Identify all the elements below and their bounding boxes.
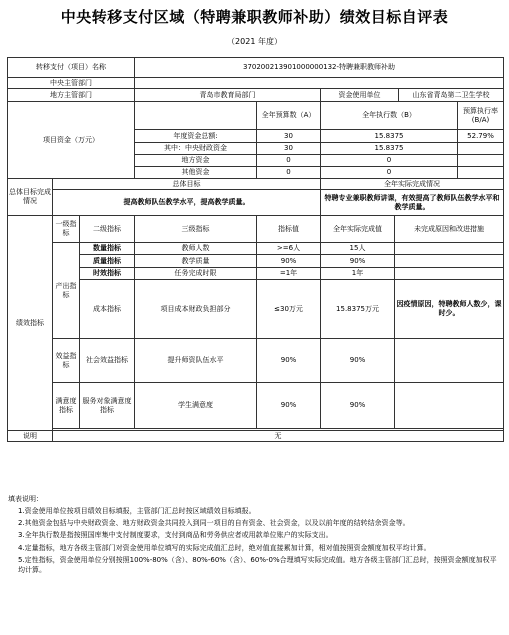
report-year: （2021 年度） (227, 37, 282, 46)
note-item: 1.资金使用单位按项目绩效目标填报，主管部门汇总时按区域绩效目标填报。 (18, 507, 256, 516)
indicator-actual: 90% (321, 339, 395, 383)
indicator-header-actual: 全年实际完成值 (321, 216, 395, 243)
project-name-value: 370200213901000000132-特聘兼职教师补助 (135, 58, 504, 78)
funds-budget-header: 全年预算数（A） (257, 102, 321, 130)
goals-row-label: 总体目标完成情况 (8, 179, 53, 216)
indicator-level2: 服务对象满意度指标 (80, 383, 135, 429)
note-item: 3.全年执行数是指按照国库集中支付制度要求，支付到商品和劳务供应者或用款单位账户的实际支出。 (18, 531, 333, 540)
central-dept-label: 中央主管部门 (8, 78, 135, 89)
indicator-level2: 质量指标 (80, 255, 135, 268)
indicator-level3: 教学质量 (135, 255, 257, 268)
indicator-reason (395, 383, 504, 429)
indicator-level3: 教师人数 (135, 243, 257, 255)
overall-goal-text: 提高教师队伍教学水平，提高教学质量。 (53, 190, 321, 216)
indicator-level3: 项目成本财政负担部分 (135, 280, 257, 339)
central-dept-value (135, 78, 504, 89)
evaluation-table (7, 57, 504, 442)
funds-row-exec: 0 (321, 155, 458, 167)
page-title: 中央转移支付区域（特聘兼职教师补助）绩效目标自评表 (60, 8, 449, 26)
satisfaction-indicator-label: 满意度指标 (53, 383, 80, 429)
benefit-indicator-label: 效益指标 (53, 339, 80, 383)
indicator-actual: 90% (321, 255, 395, 268)
indicator-target: >=6人 (257, 243, 321, 255)
funds-row-rate (458, 143, 504, 155)
completion-text: 特聘专业兼职教师讲课，有效提高了教师队伍教学水平和教学质量。 (321, 190, 504, 216)
overall-goal-header: 总体目标 (53, 179, 321, 190)
funds-row-budget: 0 (257, 155, 321, 167)
fill-instructions (8, 494, 502, 577)
indicator-target: ≤30万元 (257, 280, 321, 339)
funds-row-budget: 30 (257, 130, 321, 143)
indicator-target: 90% (257, 383, 321, 429)
indicator-level2: 成本指标 (80, 280, 135, 339)
local-dept-value: 青岛市教育局部门 (135, 89, 321, 102)
funds-blank-header (135, 102, 257, 130)
funds-row-budget: 0 (257, 167, 321, 179)
funds-row-rate (458, 167, 504, 179)
indicator-header-level1: 一级指标 (53, 216, 80, 243)
note-item: 4.定量指标，地方各级主管部门对资金使用单位填写的实际完成值汇总时，绝对值直接累加计算，相对值按照资金额度加权平均计算。 (18, 543, 431, 552)
indicator-level2: 时效指标 (80, 268, 135, 280)
user-unit-label: 资金使用单位 (321, 89, 399, 102)
funds-row-label: 其中：中央财政资金 (135, 143, 257, 155)
indicator-reason (395, 339, 504, 383)
funds-row-exec: 15.8375 (321, 130, 458, 143)
funds-row-label: 地方资金 (135, 155, 257, 167)
funds-rate-header: 预算执行率(B/A) (458, 102, 504, 130)
indicator-header-level3: 三级指标 (135, 216, 257, 243)
indicator-reason: 因疫情原因，特聘教师人数少，课时少。 (395, 280, 504, 339)
indicator-header-target: 指标值 (257, 216, 321, 243)
funds-exec-header: 全年执行数（B） (321, 102, 458, 130)
project-name-label: 转移支付（项目）名称 (8, 58, 135, 78)
funds-row-rate (458, 155, 504, 167)
indicator-target: 90% (257, 255, 321, 268)
funds-section-label: 项目资金（万元） (8, 102, 135, 179)
funds-row-label: 其他资金 (135, 167, 257, 179)
funds-row-exec: 0 (321, 167, 458, 179)
funds-row-exec: 15.8375 (321, 143, 458, 155)
indicator-reason (395, 255, 504, 268)
indicator-header-reason: 未完成原因和改进措施 (395, 216, 504, 243)
indicator-level2: 数量指标 (80, 243, 135, 255)
indicator-level3: 任务完成时限 (135, 268, 257, 280)
user-unit-value: 山东省青岛第二卫生学校 (399, 89, 504, 102)
local-dept-label: 地方主管部门 (8, 89, 135, 102)
indicator-reason (395, 268, 504, 280)
indicator-level3: 学生满意度 (135, 383, 257, 429)
indicator-target: =1年 (257, 268, 321, 280)
note-item: 2.其他资金包括与中央财政资金、地方财政资金共同投入到同一项目的自有资金、社会资金，以及以前年度的结转结余资金等。 (18, 519, 410, 528)
funds-row-budget: 30 (257, 143, 321, 155)
indicator-level3: 提升师资队伍水平 (135, 339, 257, 383)
indicator-actual: 15.8375万元 (321, 280, 395, 339)
funds-row-label: 年度资金总额: (135, 130, 257, 143)
indicators-section-label: 绩效指标 (8, 216, 53, 431)
indicator-reason (395, 243, 504, 255)
output-indicator-label: 产出指标 (53, 243, 80, 339)
completion-header: 全年实际完成情况 (321, 179, 504, 190)
indicator-actual: 15人 (321, 243, 395, 255)
indicator-level2: 社会效益指标 (80, 339, 135, 383)
indicator-header-level2: 二级指标 (80, 216, 135, 243)
indicator-actual: 1年 (321, 268, 395, 280)
explain-label: 说明 (8, 431, 53, 442)
funds-row-rate: 52.79% (458, 130, 504, 143)
notes-heading: 填表说明： (8, 495, 43, 503)
note-item: 5.定性指标，资金使用单位分别按照100%-80%（含）、80%-60%（含）、60%-0%合理填写实际完成值。地方各级主管部门汇总时，按照资金额度加权平均计算。 (18, 555, 497, 574)
indicator-target: 90% (257, 339, 321, 383)
indicator-actual: 90% (321, 383, 395, 429)
explain-value: 无 (53, 431, 504, 442)
